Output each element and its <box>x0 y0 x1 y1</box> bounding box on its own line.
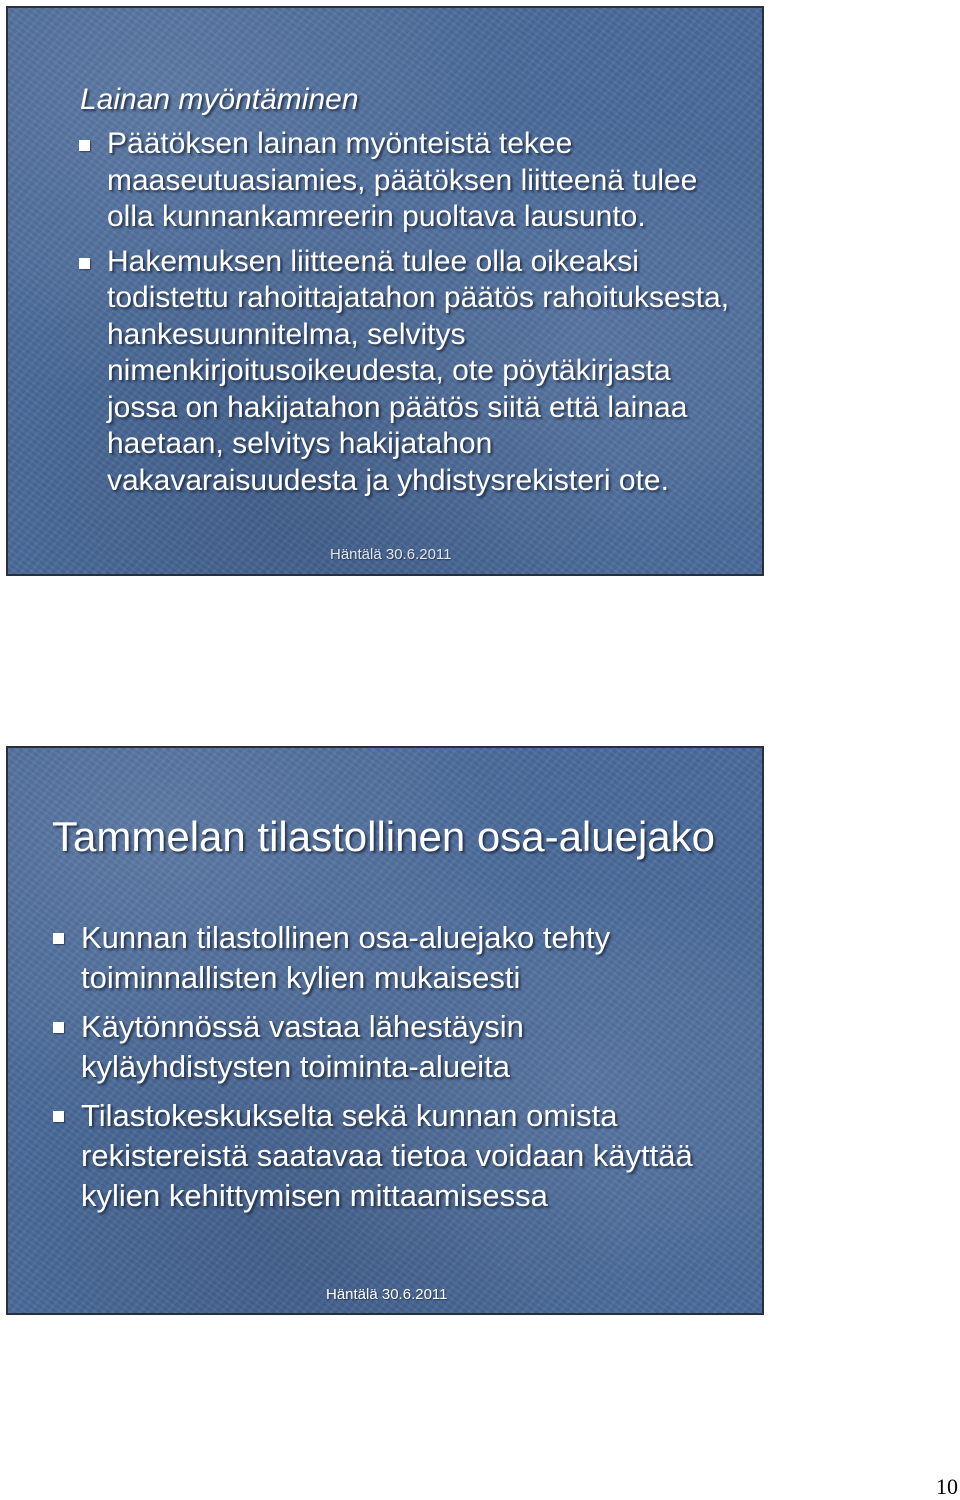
slide-footer: Häntälä 30.6.2011 <box>330 546 452 563</box>
slide-tilastollinen-osa-aluejako <box>6 746 764 1315</box>
bullet-text: Kunnan tilastollinen osa-aluejako tehty toiminnallisten kylien mukaisesti <box>81 920 611 995</box>
square-bullet-icon <box>79 258 90 269</box>
list-item <box>78 126 738 236</box>
square-bullet-icon <box>53 1022 64 1033</box>
bullet-text: Hakemuksen liitteenä tulee olla oikeaksi todistettu rahoittajatahon päätös rahoituksesta, hankesuunnitelma, selvitys nimenkirjoitusoikeudesta, ote pöytäkirjasta jossa on hakijatahon päätös siitä että lainaa haetaan, selvitys hakijatahon vakavaraisuudesta ja yhdistysrekisteri ote. <box>107 244 730 497</box>
slide-lainan-myontaminen <box>6 6 764 576</box>
square-bullet-icon <box>53 933 64 944</box>
slide-title: Tammelan tilastollinen osa-aluejako <box>52 813 716 860</box>
bullet-text: Päätöksen lainan myönteistä tekee maaseutuasiamies, päätöksen liitteenä tulee olla kunnankamreerin puoltava lausunto. <box>107 127 698 233</box>
bullet-list <box>78 126 738 507</box>
list-item <box>78 244 738 500</box>
slide-title: Lainan myöntäminen <box>80 83 359 116</box>
square-bullet-icon <box>53 1111 64 1122</box>
bullet-text: Käytönnössä vastaa lähestäysin kyläyhdistysten toiminta-alueita <box>81 1009 524 1084</box>
list-item <box>52 918 732 998</box>
slide-footer: Häntälä 30.6.2011 <box>326 1286 448 1303</box>
bullet-text: Tilastokeskukselta sekä kunnan omista rekistereistä saatavaa tietoa voidaan käyttää kylien kehittymisen mittaamisessa <box>81 1098 693 1213</box>
page-number: 10 <box>936 1474 958 1499</box>
bullet-list <box>52 918 732 1225</box>
list-item <box>52 1007 732 1087</box>
square-bullet-icon <box>79 140 90 151</box>
list-item <box>52 1096 732 1216</box>
